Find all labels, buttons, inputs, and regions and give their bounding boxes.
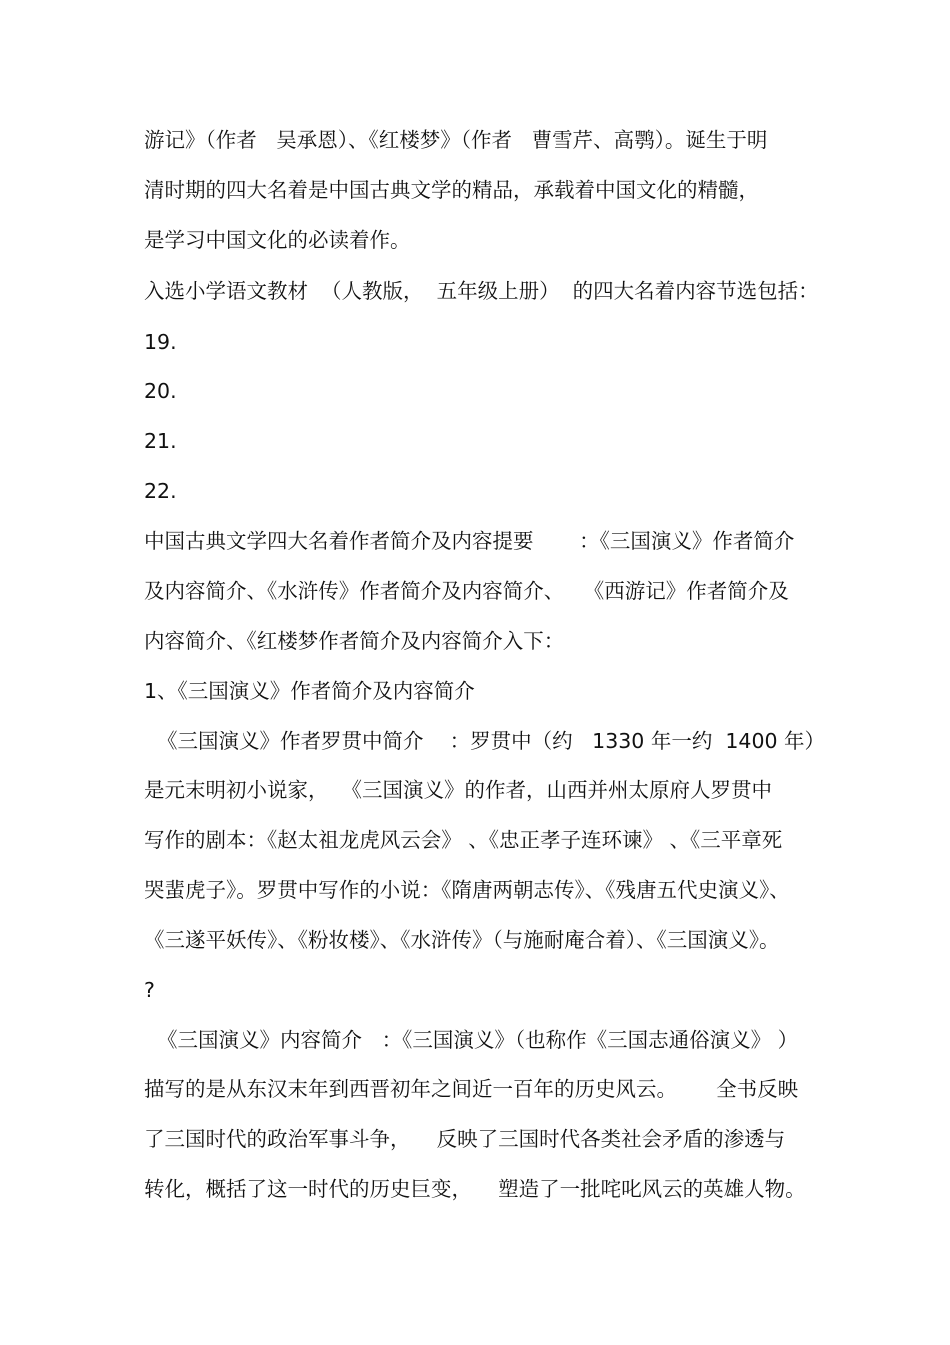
text-line: 转化，概括了这一时代的历史巨变， 塑造了一批咤叱风云的英雄人物。: [144, 1177, 806, 1201]
list-number: 21.: [144, 429, 177, 453]
text-line: ?: [144, 978, 155, 1002]
text-line: 清时期的四大名着是中国古典文学的精品，承载着中国文化的精髓，: [144, 178, 759, 202]
text-line: 游记》（作者 吴承恩）、《红楼梦》（作者 曹雪芹、高鹗）。诞生于明: [144, 128, 768, 152]
list-number: 19.: [144, 330, 177, 354]
text-line: 中国古典文学四大名着作者简介及内容提要 ：《三国演义》作者简介: [144, 529, 795, 553]
text-line: 是学习中国文化的必读着作。: [144, 228, 411, 252]
text-line: 描写的是从东汉末年到西晋初年之间近一百年的历史风云。 全书反映: [144, 1077, 799, 1101]
text-line: 写作的剧本：《赵太祖龙虎风云会》 、《忠正孝子连环谏》 、《三平章死: [144, 828, 783, 852]
text-line: 《三遂平妖传》、《粉妆楼》、《水浒传》（与施耐庵合着）、《三国演义》。: [144, 928, 780, 952]
text-line: 内容简介、《红楼梦作者简介及内容简介入下：: [144, 629, 565, 653]
text-line: 是元末明初小说家， 《三国演义》的作者，山西并州太原府人罗贯中: [144, 778, 773, 802]
text-line: 哭蜚虎子》。罗贯中写作的小说：《隋唐两朝志传》、《残唐五代史演义》、: [144, 878, 790, 902]
list-number: 20.: [144, 379, 177, 403]
list-number: 22.: [144, 479, 177, 503]
text-line: 《三国演义》作者罗贯中简介 ：罗贯中（约 1330 年一约 1400 年）: [144, 729, 826, 753]
text-line: 入选小学语文教材 （人教版， 五年级上册） 的四大名着内容节选包括：: [144, 279, 819, 303]
text-line: 及内容简介、《水浒传》作者简介及内容简介、 《西游记》作者简介及: [144, 579, 789, 603]
text-line: 《三国演义》内容简介 ：《三国演义》（也称作《三国志通俗演义》 ）: [144, 1028, 799, 1052]
text-line: 了三国时代的政治军事斗争， 反映了三国时代各类社会矛盾的渗透与: [144, 1127, 786, 1151]
section-heading: 1、《三国演义》作者简介及内容简介: [144, 679, 475, 703]
